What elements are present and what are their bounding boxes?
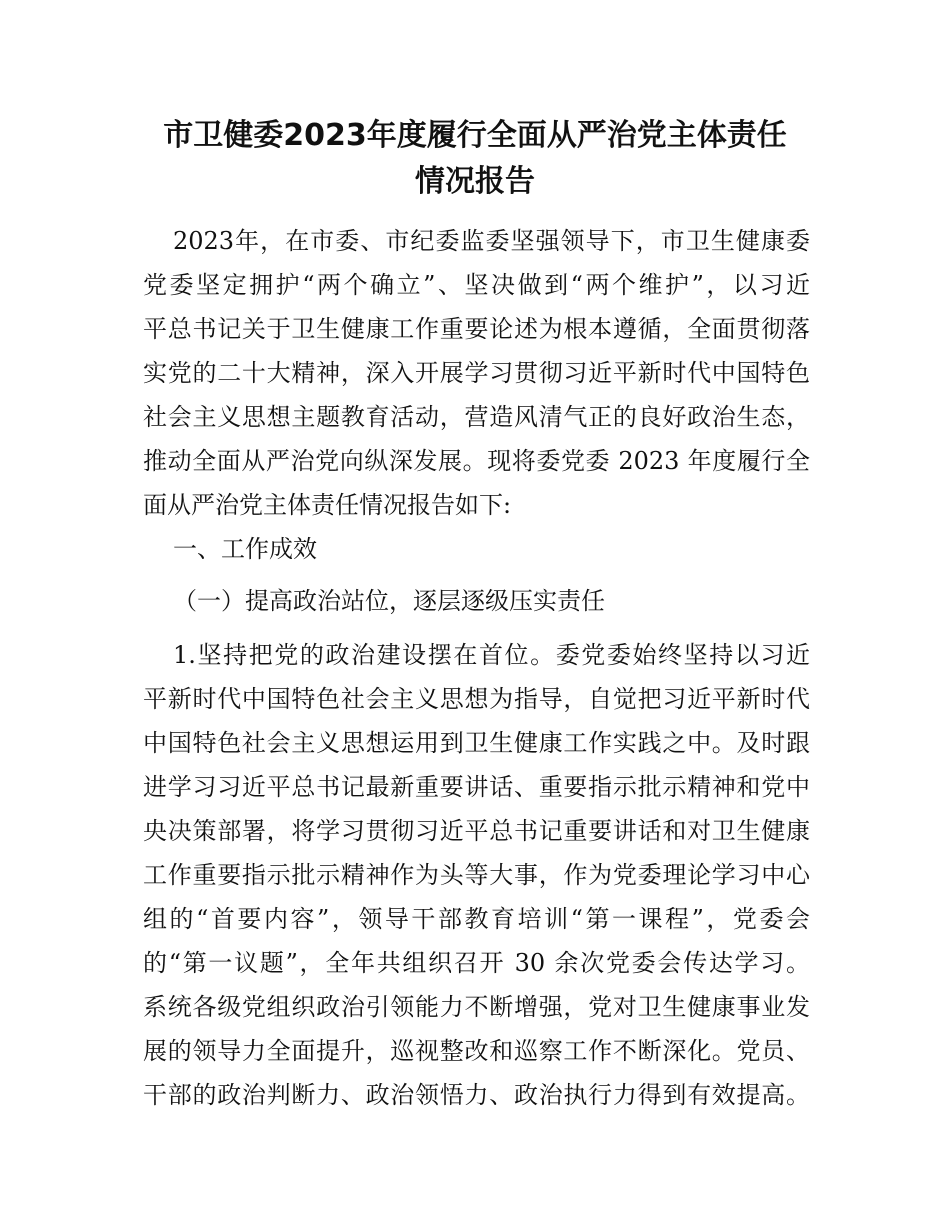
item-line: 央决策部署，将学习贯彻习近平总书记重要讲话和对卫生健康 xyxy=(143,817,810,845)
item-line: 平新时代中国特色社会主义思想为指导，自觉把习近平新时代 xyxy=(143,685,810,713)
item-line: 的“第一议题”，全年共组织召开 30 余次党委会传达学习。 xyxy=(143,949,810,977)
intro-line: 党委坚定拥护“两个确立”、坚决做到“两个维护”，以习近 xyxy=(143,271,810,299)
subsection-heading: （一）提高政治站位，逐层逐级压实责任 xyxy=(173,587,605,615)
item-line: 进学习习近平总书记最新重要讲话、重要指示批示精神和党中 xyxy=(143,773,810,801)
section-heading: 一、工作成效 xyxy=(173,535,317,563)
item-line: 组的“首要内容”，领导干部教育培训“第一课程”，党委会 xyxy=(143,905,810,933)
item-line: 系统各级党组织政治引领能力不断增强，党对卫生健康事业发 xyxy=(143,993,810,1021)
item-line: 工作重要指示批示精神作为头等大事，作为党委理论学习中心 xyxy=(143,861,810,889)
intro-line: 平总书记关于卫生健康工作重要论述为根本遵循，全面贯彻落 xyxy=(143,315,810,343)
item-line: 1.坚持把党的政治建设摆在首位。委党委始终坚持以习近 xyxy=(173,641,810,669)
intro-line: 2023年，在市委、市纪委监委坚强领导下，市卫生健康委 xyxy=(173,227,810,255)
intro-line: 实党的二十大精神，深入开展学习贯彻习近平新时代中国特色 xyxy=(143,359,810,387)
intro-line: 推动全面从严治党向纵深发展。现将委党委 2023 年度履行全 xyxy=(143,447,810,475)
item-line: 干部的政治判断力、政治领悟力、政治执行力得到有效提高。 xyxy=(143,1081,810,1109)
intro-line: 社会主义思想主题教育活动，营造风清气正的良好政治生态， xyxy=(143,403,810,431)
item-line: 展的领导力全面提升，巡视整改和巡察工作不断深化。党员、 xyxy=(143,1037,810,1065)
document-title-line-2: 情况报告 xyxy=(415,164,535,199)
document-title-line-1: 市卫健委2023年度履行全面从严治党主体责任 xyxy=(163,118,787,153)
intro-line: 面从严治党主体责任情况报告如下: xyxy=(143,491,512,519)
item-line: 中国特色社会主义思想运用到卫生健康工作实践之中。及时跟 xyxy=(143,729,810,757)
